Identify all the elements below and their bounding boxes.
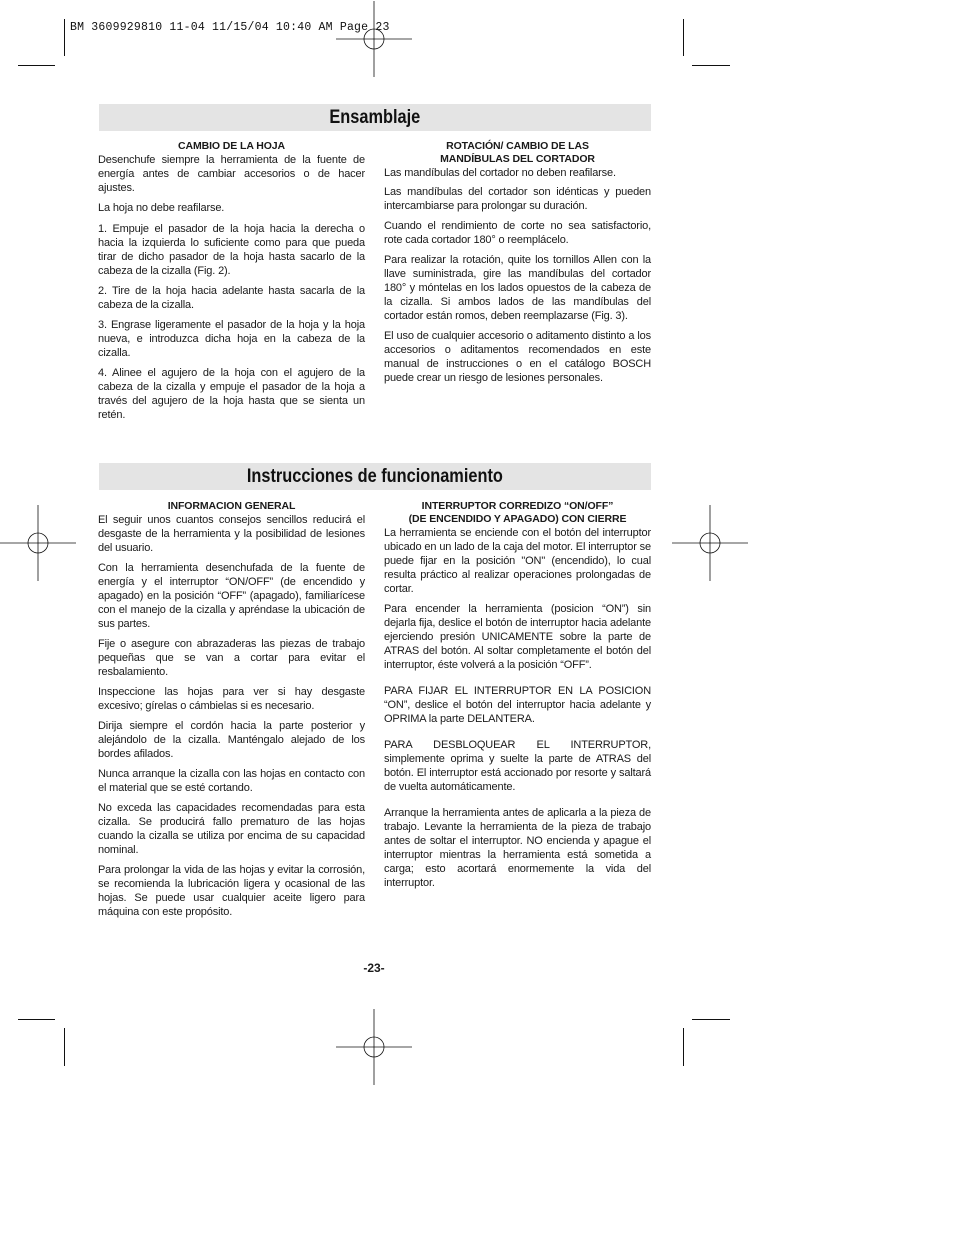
crop-mark [683,1028,684,1066]
paragraph: PARA DESBLOQUEAR EL INTERRUPTOR, simplemente oprima y suelte la parte de ATRAS del botón. El interruptor está accionado por resorte y saltará de vuelta automáticamente. [384,739,651,793]
paragraph: El seguir unos cuantos consejos sencillos reducirá el desgaste de la herramienta y la posibilidad de lesiones del usuario. [98,514,365,554]
subsection-heading: INTERRUPTOR CORREDIZO “ON/OFF” [421,500,614,512]
column-cambio-hoja [98,140,365,428]
crop-mark [64,19,65,56]
paragraph: La hoja no debe reafilarse. [98,202,225,214]
column-rotacion-mandibulas [384,140,651,391]
crop-mark [18,65,55,66]
subsection-heading: MANDÍBULAS DEL CORTADOR [440,153,595,165]
paragraph: Para encender la herramienta (posicion “ON”) sin dejarla fija, deslice el botón de interruptor hacia adelante ejerciendo presión UNICAMENTE sobre la parte de ATRAS del botón. Al soltar completamente el botón del interruptor, éste volverá a la posición “OFF”. [384,603,651,671]
paragraph: Dirija siempre el cordón hacia la parte posterior y alejándolo de la cizalla. Manténgalo alejado de los bordes afilados. [98,720,365,760]
paragraph: 2. Tire de la hoja hacia adelante hasta sacarla de la cabeza de la cizalla. [98,285,365,311]
crop-mark [64,1028,65,1066]
paragraph: PARA FIJAR EL INTERRUPTOR EN LA POSICION “ON”, deslice el botón del interruptor hacia adelante y OPRIMA la parte DELANTERA. [384,685,651,725]
crop-mark [683,19,684,56]
paragraph: Inspeccione las hojas para ver si hay desgaste excesivo; gírelas o cámbielas si es necesario. [98,686,365,712]
registration-mark-icon [672,505,748,581]
registration-mark-icon [336,1009,412,1085]
paragraph: La herramienta se enciende con el botón del interruptor ubicado en un lado de la caja del motor. El interruptor se puede fijar en la posición "ON" (encendido), lo cual resulta práctico al realizar operaciones prolongadas de cortar. [384,527,651,595]
paragraph: Nunca arranque la cizalla con las hojas en contacto con el material que se esté cortando. [98,768,365,794]
paragraph: No exceda las capacidades recomendadas para esta cizalla. Se producirá fallo prematuro de las hojas cuando la cizalla se utiliza por encima de su capacidad nominal. [98,802,365,856]
page-number: -23- [363,961,385,975]
crop-mark [692,1019,730,1020]
paragraph: 4. Alinee el agujero de la hoja con el agujero de la cabeza de la cizalla y empuje el pasador de la hoja a través del agujero de la hoja hasta que se sienta un retén. [98,367,365,421]
paragraph: 3. Engrase ligeramente el pasador de la hoja y la hoja nueva, e introduzca dicha hoja en la cabeza de la cizalla. [98,319,365,359]
column-informacion-general [98,500,365,925]
section-title: Ensamblaje [329,106,421,128]
subsection-heading: ROTACIÓN/ CAMBIO DE LAS [446,140,589,152]
paragraph: Fije o asegure con abrazaderas las piezas de trabajo pequeñas que se van a cortar para evitar el resbalamiento. [98,638,365,678]
paragraph: Para realizar la rotación, quite los tornillos Allen con la llave suministrada, gire las mandíbulas del cortador 180° y móntelas en los lados opuestos de la cabeza de la cizalla. Si ambos lados de las mandíbulas del cortador están romos, deben reemplazarse (Fig. 3). [384,254,651,322]
crop-mark [692,65,730,66]
paragraph: El uso de cualquier accesorio o aditamento distinto a los accesorios o aditamentos recomendados en este manual de instrucciones o en el catálogo BOSCH puede crear un riesgo de lesiones personales. [384,330,651,384]
section-header-funcionamiento [99,463,651,490]
section-header-ensamblaje [99,104,651,131]
subsection-heading: INFORMACION GENERAL [167,500,296,512]
paragraph: Para prolongar la vida de las hojas y evitar la corrosión, se recomienda la lubricación ligera y ocasional de las hojas. Se puede usar cualquier aceite ligero para máquina con este propósito. [98,864,365,918]
paragraph: Con la herramienta desenchufada de la fuente de energía y el interruptor “ON/OFF” (de encendido y apagado) en la posición “OFF” (apagado), familiarícese con el manejo de la cizalla y apréndase la ubicación de sus partes. [98,562,365,630]
registration-mark-icon [0,505,76,581]
print-slug: BM 3609929810 11-04 11/15/04 10:40 AM Page 23 [70,21,390,34]
paragraph: Desenchufe siempre la herramienta de la fuente de energía antes de cambiar accesorios o de hacer ajustes. [98,154,365,194]
subsection-heading: CAMBIO DE LA HOJA [178,140,285,152]
subsection-heading: (DE ENCENDIDO Y APAGADO) CON CIERRE [408,513,627,525]
paragraph: Arranque la herramienta antes de aplicarla a la pieza de trabajo. Levante la herramienta de la pieza de trabajo antes de soltar el interruptor. NO encienda y apague el interruptor mientras la herramienta está sometida a carga; esto acortará enormemente la vida del interruptor. [384,807,651,889]
section-title: Instrucciones de funcionamiento [246,465,504,487]
paragraph: Las mandíbulas del cortador son idénticas y pueden intercambiarse para prolongar su duración. [384,186,651,212]
paragraph: 1. Empuje el pasador de la hoja hacia la derecha o hacia la izquierda lo suficiente como para que pueda tirar de dicho pasador de la hoja hasta sacarlo de la cabeza de la cizalla (Fig. 2). [98,223,365,277]
crop-mark [18,1019,55,1020]
registration-mark-icon [336,1,412,77]
column-interruptor [384,500,651,896]
paragraph: Cuando el rendimiento de corte no sea satisfactorio, rote cada cortador 180° o reemplácelo. [384,220,651,246]
paragraph: Las mandíbulas del cortador no deben reafilarse. [384,167,616,179]
